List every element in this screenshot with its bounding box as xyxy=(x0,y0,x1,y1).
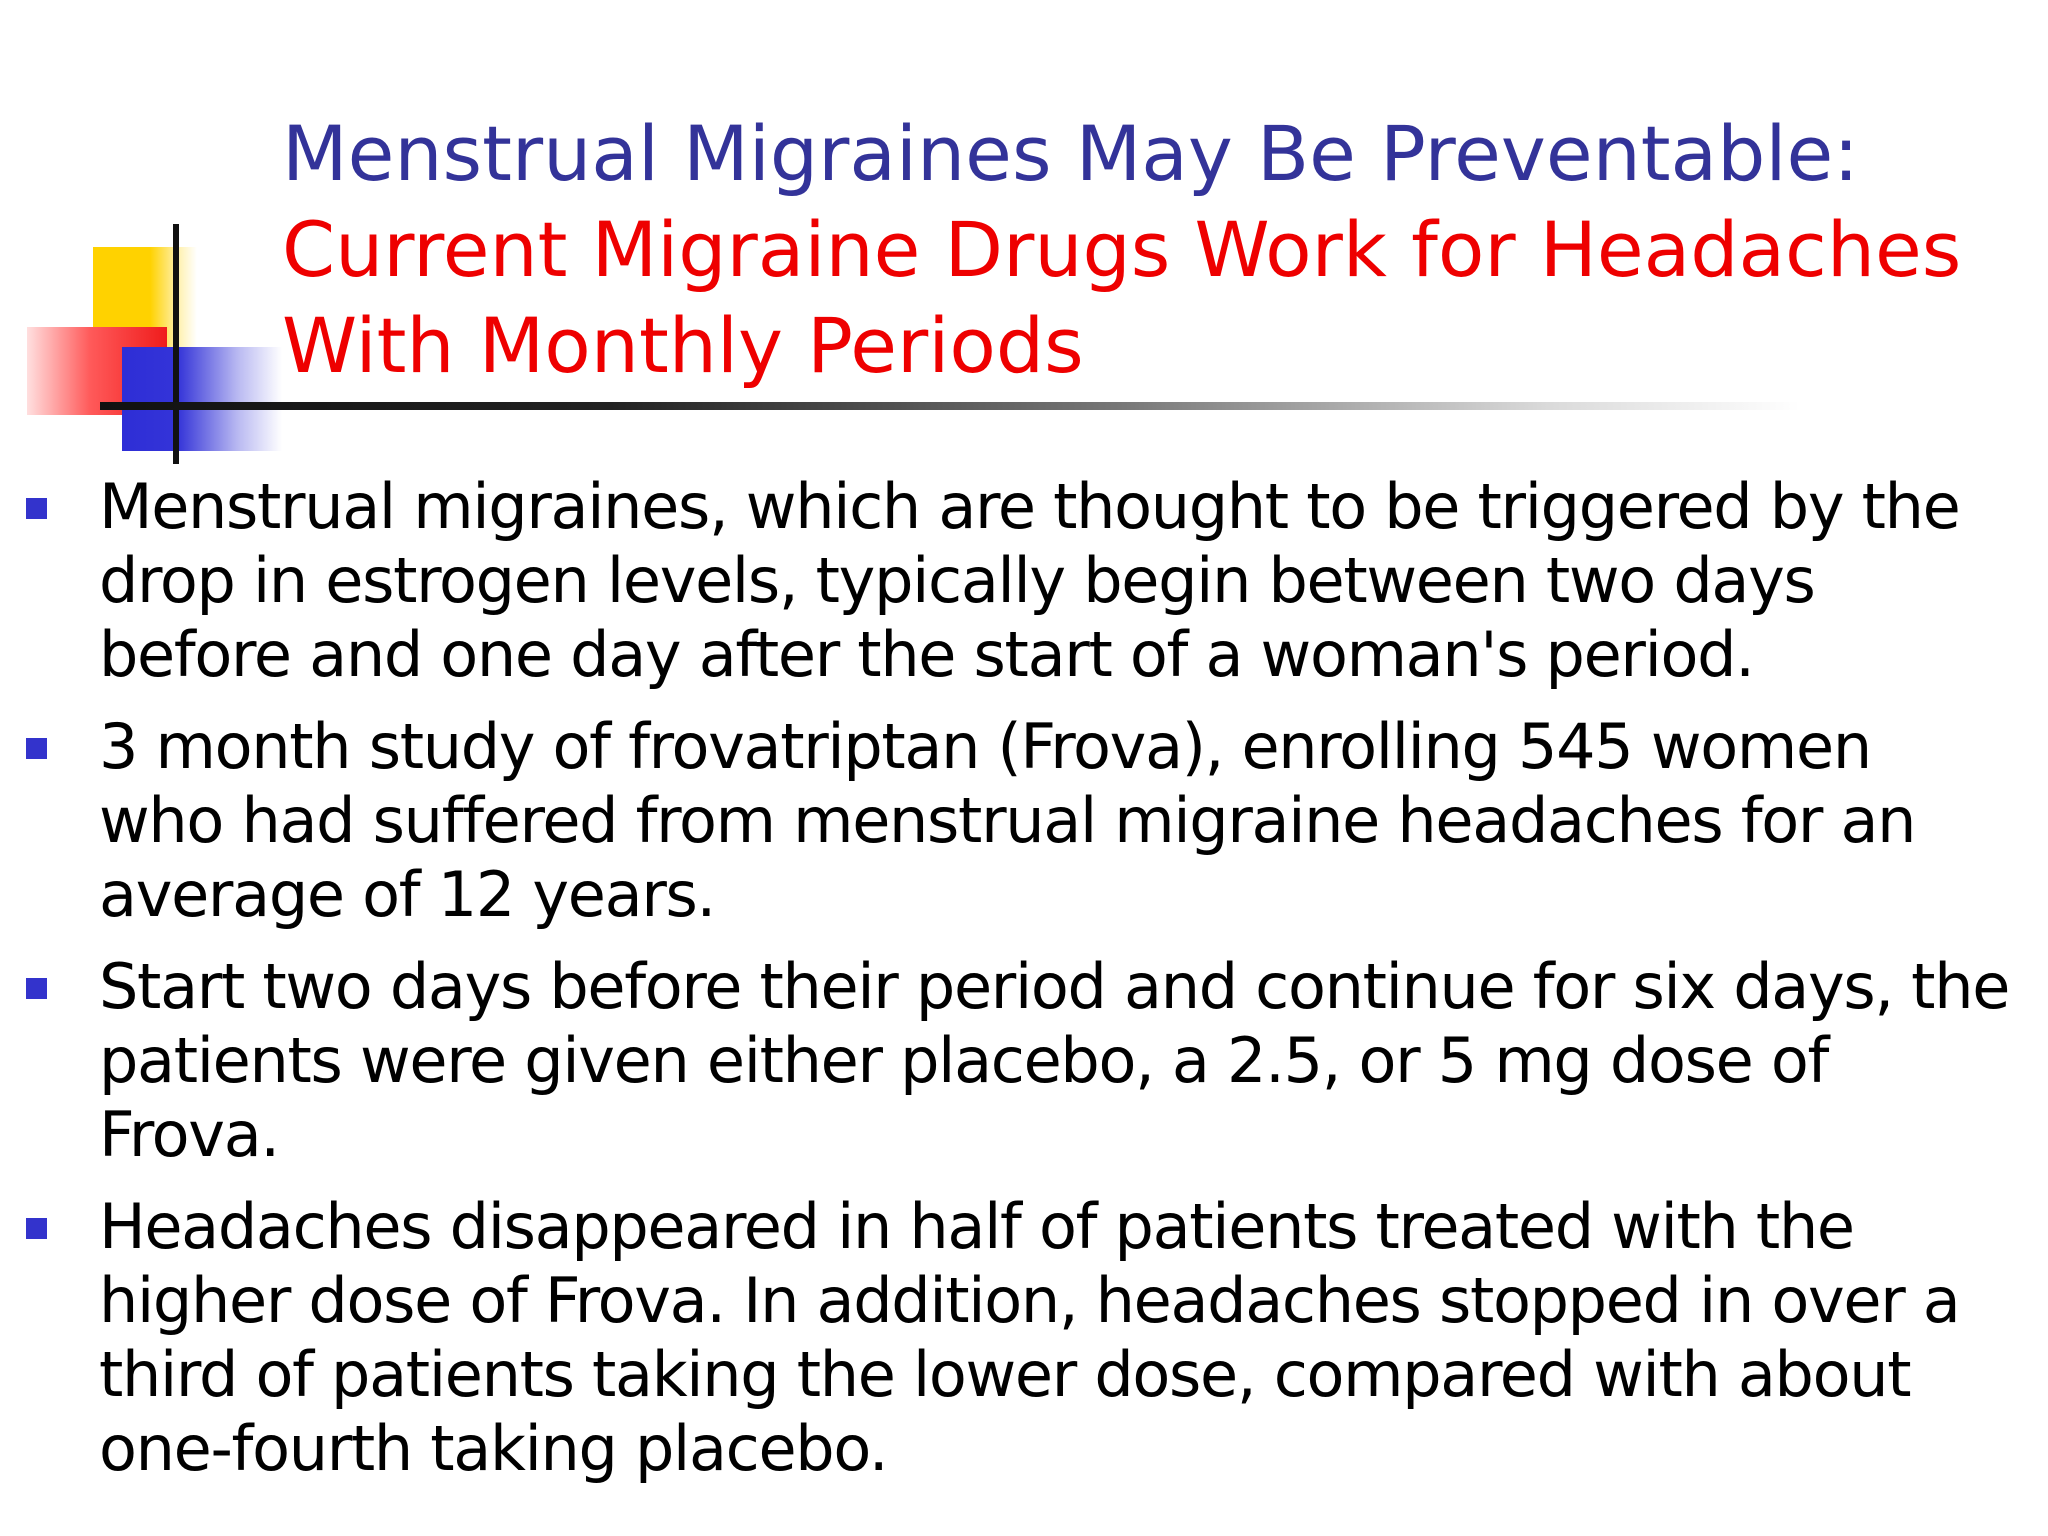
title-line-2: Current Migraine Drugs Work for Headaches xyxy=(282,205,1962,294)
bullet-text: 3 month study of frovatriptan (Frova), enrolling 545 women who had suffered from menstrual migraine headaches for an average of 12 years. xyxy=(99,710,1916,931)
bullet-item xyxy=(22,950,2012,1172)
bullet-item xyxy=(22,470,2012,692)
blue-square xyxy=(122,347,282,451)
title-line-3: With Monthly Periods xyxy=(282,301,1084,390)
title-line-1: Menstrual Migraines May Be Preventable: xyxy=(282,109,1859,198)
bullet-list xyxy=(22,470,2012,1504)
bullet-text: Menstrual migraines, which are thought to be triggered by the drop in estrogen levels, typically begin between two days before and one day after the start of a woman's period. xyxy=(99,470,1960,691)
bullet-text: Headaches disappeared in half of patients treated with the higher dose of Frova. In addition, headaches stopped in over a third of patients taking the lower dose, compared with about one-fourth taking placebo. xyxy=(99,1190,1960,1485)
title-underline xyxy=(100,402,1800,410)
bullet-item xyxy=(22,1190,2012,1486)
square-bullet-icon xyxy=(26,978,47,999)
square-bullet-icon xyxy=(26,738,47,759)
square-bullet-icon xyxy=(26,1218,47,1239)
slide-title xyxy=(282,106,1982,394)
bullet-text: Start two days before their period and continue for six days, the patients were given either placebo, a 2.5, or 5 mg dose of Frova. xyxy=(99,950,2010,1171)
vertical-rule xyxy=(173,224,179,464)
bullet-item xyxy=(22,710,2012,932)
square-bullet-icon xyxy=(26,498,47,519)
